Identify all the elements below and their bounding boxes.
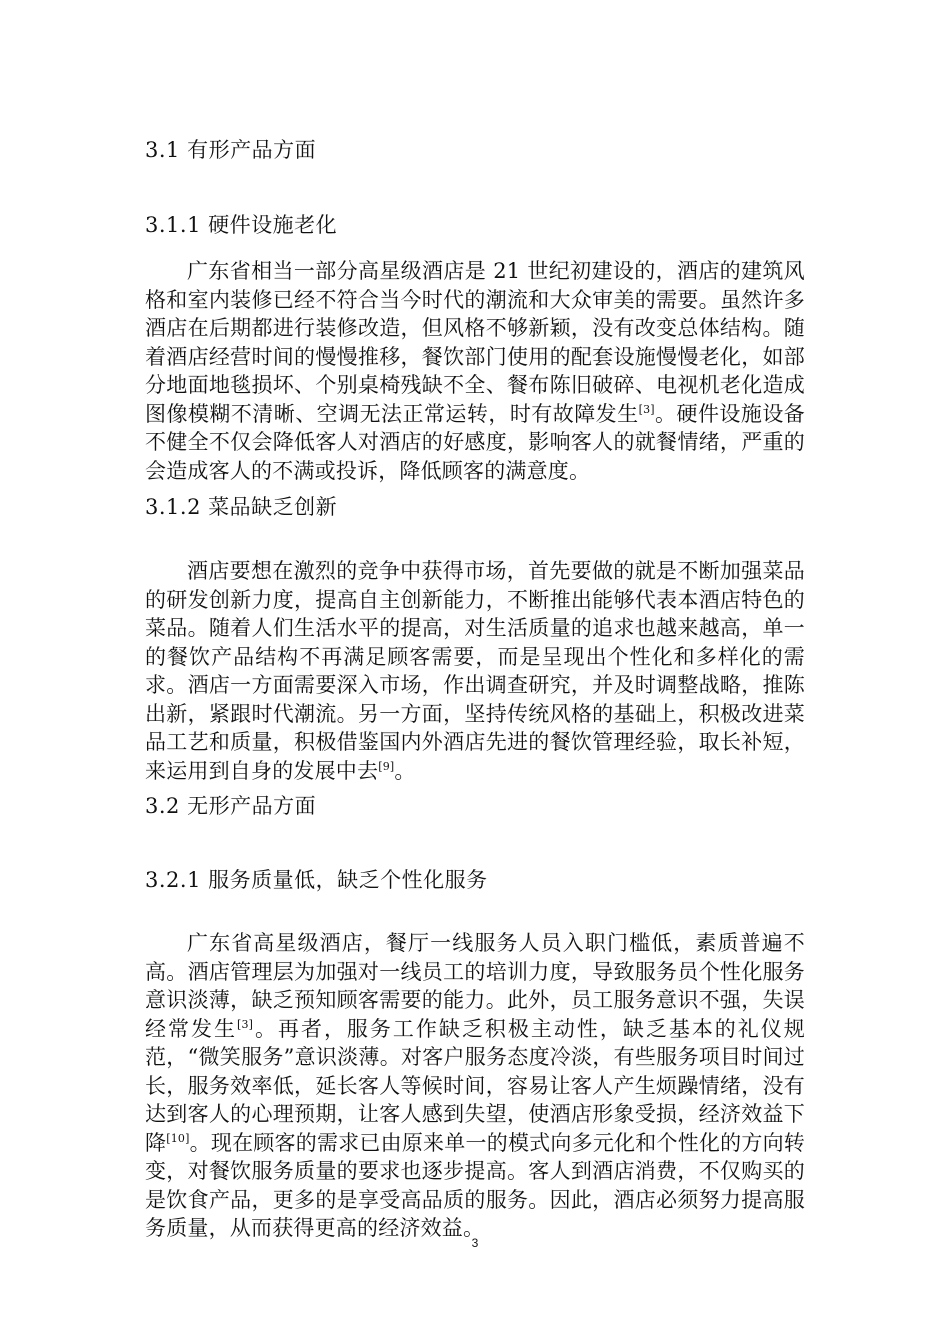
paragraph-hardware-aging [145, 257, 805, 485]
subsection-heading-3-1-2: 3.1.2 菜品缺乏创新 [145, 495, 338, 519]
citation-ref: [10] [166, 1131, 190, 1145]
paragraph-text: 酒店要想在激烈的竞争中获得市场，首先要做的就是不断加强菜品的研发创新力度，提高自主创新能力，不断推出能够代表本酒店特色的菜品。随着人们生活水平的提高，对生活质量的追求也越来越高，单一的餐饮产品结构不再满足顾客需要，而是呈现出个性化和多样化的需求。酒店一方面需要深入市场，作出调查研究，并及时调整战略，推陈出新，紧跟时代潮流。另一方面，坚持传统风格的基础上，积极改进菜品工艺和质量，积极借鉴国内外酒店先进的餐饮管理经验，取长补短，来运用到自身的发展中去 [145, 559, 805, 783]
paragraph-text: 。 [394, 758, 416, 783]
paragraph-menu-innovation [145, 557, 805, 785]
paragraph-text: 。硬件设施设备不健全不仅会降低客人对酒店的好感度，影响客人的就餐情绪，严重的会造成客人的不满或投诉，降低顾客的满意度。 [145, 401, 805, 483]
paragraph-text: 广东省相当一部分高星级酒店是 21 世纪初建设的，酒店的建筑风格和室内装修已经不符合当今时代的潮流和大众审美的需要。虽然许多酒店在后期都进行装修改造，但风格不够新颖，没有改变总体结构。随着酒店经营时间的慢慢推移，餐饮部门使用的配套设施慢慢老化，如部分地面地毯损坏、个别桌椅残缺不全、餐布陈旧破碎、电视机老化造成图像模糊不清晰、空调无法正常运转，时有故障发生 [145, 259, 805, 426]
page-number: 3 [471, 1236, 479, 1250]
paragraph-text: 。再者，服务工作缺乏积极主动性，缺乏基本的礼仪规范，“微笑服务”意识淡薄。对客户服务态度冷淡，有些服务项目时间过长，服务效率低，延长客人等候时间，容易让客人产生烦躁情绪，没有达到客人的心理预期，让客人感到失望，使酒店形象受损，经济效益下降 [145, 1016, 805, 1155]
paragraph-service-quality [145, 929, 805, 1243]
section-heading-3-2: 3.2 无形产品方面 [145, 794, 317, 818]
citation-ref: [3] [638, 402, 655, 416]
citation-ref: [9] [378, 759, 395, 773]
paragraph-text: 。现在顾客的需求已由原来单一的模式向多元化和个性化的方向转变，对餐饮服务质量的要求也逐步提高。客人到酒店消费，不仅购买的是饮食产品，更多的是享受高品质的服务。因此，酒店必须努力提高服务质量，从而获得更高的经济效益。 [145, 1130, 805, 1240]
paragraph-text: 广东省高星级酒店，餐厅一线服务人员入职门槛低，素质普遍不高。酒店管理层为加强对一线员工的培训力度，导致服务员个性化服务意识淡薄，缺乏预知顾客需要的能力。此外，员工服务意识不强，失误经常发生 [145, 931, 805, 1041]
subsection-heading-3-2-1: 3.2.1 服务质量低，缺乏个性化服务 [145, 868, 488, 892]
citation-ref: [3] [236, 1017, 254, 1031]
subsection-heading-3-1-1: 3.1.1 硬件设施老化 [145, 213, 338, 237]
section-heading-3-1: 3.1 有形产品方面 [145, 138, 317, 162]
